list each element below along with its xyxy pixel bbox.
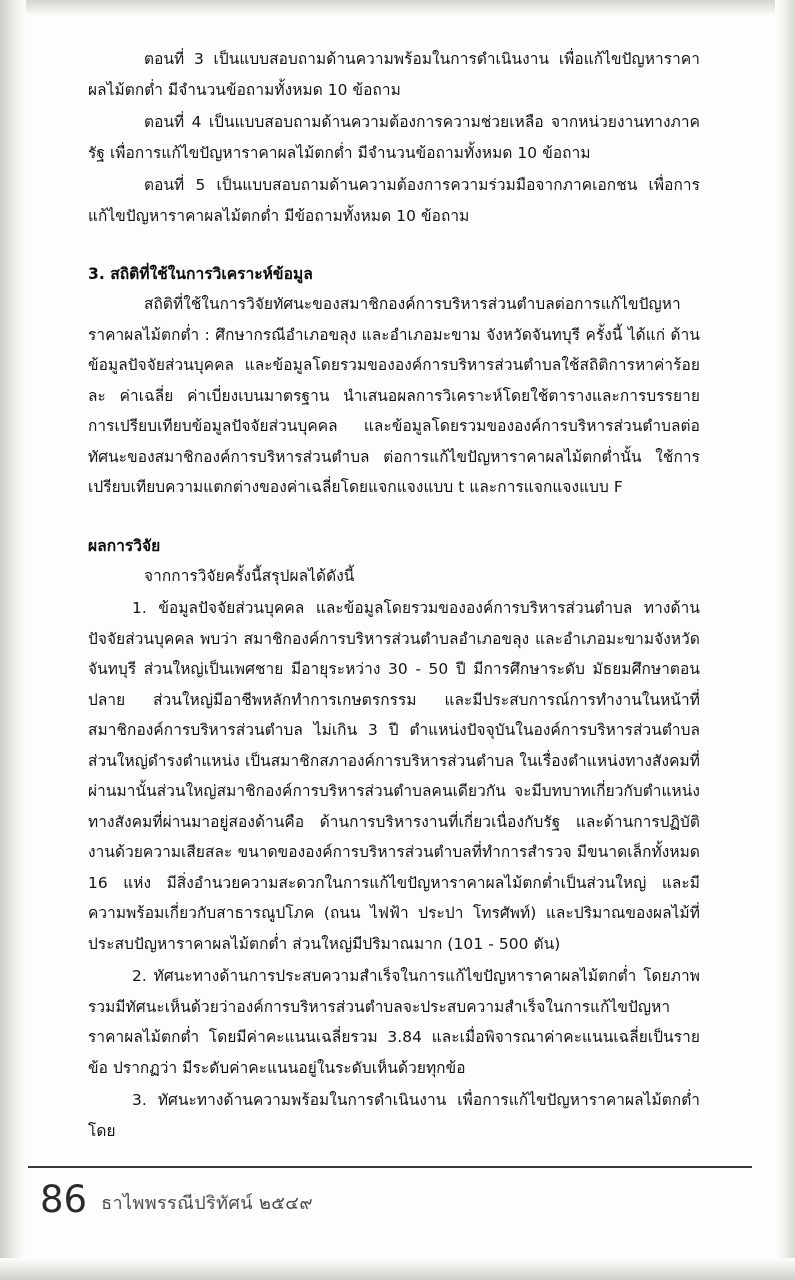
heading-results: ผลการวิจัย: [88, 536, 161, 555]
spacer: [88, 505, 700, 531]
journal-title: ธาไพพรรณีปริทัศน์ ๒๕๔๙: [101, 1193, 313, 1214]
scan-edge-right: [775, 0, 795, 1280]
footer-divider: [28, 1166, 752, 1168]
paragraph-part-5: ตอนที่ 5 เป็นแบบสอบถามด้านความต้องการความร่วมมือจากภาคเอกชน เพื่อการแก้ไขปัญหาราคาผลไม้ตกต่ำ มีข้อถามทั้งหมด 10 ข้อถาม: [88, 176, 700, 225]
paragraph-part-4: ตอนที่ 4 เป็นแบบสอบถามด้านความต้องการความช่วยเหลือ จากหน่วยงานทางภาครัฐ เพื่อการแก้ไขปัญหาราคาผลไม้ตกต่ำ มีจำนวนข้อถามทั้งหมด 10 ข้อถาม: [88, 113, 700, 162]
page-number: 86: [40, 1178, 88, 1221]
paragraph-statistics: สถิติที่ใช้ในการวิจัยทัศนะของสมาชิกองค์การบริหารส่วนตำบลต่อการแก้ไขปัญหาราคาผลไม้ตกต่ำ : ศึกษากรณีอำเภอขลุง และอำเภอมะขาม จังหวัดจันทบุรี ครั้งนี้ ได้แก่ ด้านข้อมูลปัจจัยส่วนบุคคล และข้อมูลโดยรวมขององค์การบริหารส่วนตำบลใช้สถิติการหาค่าร้อยละ ค่าเฉลี่ย ค่าเบี่ยงเบนมาตรฐาน นำเสนอผลการวิเคราะห์โดยใช้ตารางและการบรรยาย การเปรียบเทียบข้อมูลปัจจัยส่วนบุคคล และข้อมูลโดยรวมขององค์การบริหารส่วนตำบลต่อทัศนะของสมาชิกองค์การบริหารส่วนตำบล ต่อการแก้ไขปัญหาราคาผลไม้ตกต่ำนั้น ใช้การเปรียบเทียบความแตกต่างของค่าเฉลี่ยโดยแจกแจงแบบ t และการแจกแจงแบบ F: [88, 295, 700, 496]
scan-edge-left: [0, 0, 26, 1280]
paragraph-result-3: 3. ทัศนะทางด้านความพร้อมในการดำเนินงาน เพื่อการแก้ไขปัญหาราคาผลไม้ตกต่ำ โดย: [88, 1091, 700, 1140]
paragraph-result-1: 1. ข้อมูลปัจจัยส่วนบุคคล และข้อมูลโดยรวมขององค์การบริหารส่วนตำบล ทางด้านปัจจัยส่วนบุคคล พบว่า สมาชิกองค์การบริหารส่วนตำบลอำเภอขลุง และอำเภอมะขามจังหวัดจันทบุรี ส่วนใหญ่เป็นเพศชาย มีอายุระหว่าง 30 - 50 ปี มีการศึกษาระดับ มัธยมศึกษาตอนปลาย ส่วนใหญ่มีอาชีพหลักทำการเกษตรกรรม และมีประสบการณ์การทำงานในหน้าที่สมาชิกองค์การบริหารส่วนตำบล ไม่เกิน 3 ปี ตำแหน่งปัจจุบันในองค์การบริหารส่วนตำบลส่วนใหญ่ดำรงตำแหน่ง เป็นสมาชิกสภาองค์การบริหารส่วนตำบล ในเรื่องตำแหน่งทางสังคมที่ผ่านมานั้นส่วนใหญ่สมาชิกองค์การบริหารส่วนตำบลคนเดียวกัน จะมีบทบาทเกี่ยวกับตำแหน่งทางสังคมที่ผ่านมาอยู่สองด้านคือ ด้านการบริหารงานที่เกี่ยวเนื่องกับรัฐ และด้านการปฏิบัติงานด้วยความเสียสละ ขนาดขององค์การบริหารส่วนตำบลที่ทำการสำรวจ มีขนาดเล็กทั้งหมด 16 แห่ง มีสิ่งอำนวยความสะดวกในการแก้ไขปัญหาราคาผลไม้ตกต่ำเป็นส่วนใหญ่ และมีความพร้อมเกี่ยวกับสาธารณูปโภค (ถนน ไฟฟ้า ประปา โทรศัพท์) และปริมาณของผลไม้ที่ประสบปัญหาราคาผลไม้ตกต่ำ ส่วนใหญ่มีปริมาณมาก (101 - 500 ตัน): [88, 599, 700, 953]
heading-statistics: 3. สถิติที่ใช้ในการวิเคราะห์ข้อมูล: [88, 265, 313, 283]
page-footer: [40, 1180, 740, 1220]
spacer: [88, 233, 700, 259]
paragraph-result-2: 2. ทัศนะทางด้านการประสบความสำเร็จในการแก้ไขปัญหาราคาผลไม้ตกต่ำ โดยภาพรวมมีทัศนะเห็นด้วยว่าองค์การบริหารส่วนตำบลจะประสบความสำเร็จในการแก้ไขปัญหาราคาผลไม้ตกต่ำ โดยมีค่าคะแนนเฉลี่ยรวม 3.84 และเมื่อพิจารณาค่าคะแนนเฉลี่ยเป็นรายข้อ ปรากฏว่า มีระดับค่าคะแนนอยู่ในระดับเห็นด้วยทุกข้อ: [88, 967, 700, 1077]
page-content: [88, 44, 700, 1148]
scan-edge-top: [0, 0, 795, 16]
paragraph-results-intro: จากการวิจัยครั้งนี้สรุปผลได้ดังนี้: [144, 566, 355, 585]
paragraph-part-3: ตอนที่ 3 เป็นแบบสอบถามด้านความพร้อมในการดำเนินงาน เพื่อแก้ไขปัญหาราคาผลไม้ตกต่ำ มีจำนวนข้อถามทั้งหมด 10 ข้อถาม: [88, 50, 700, 99]
scan-edge-bottom: [0, 1258, 795, 1280]
